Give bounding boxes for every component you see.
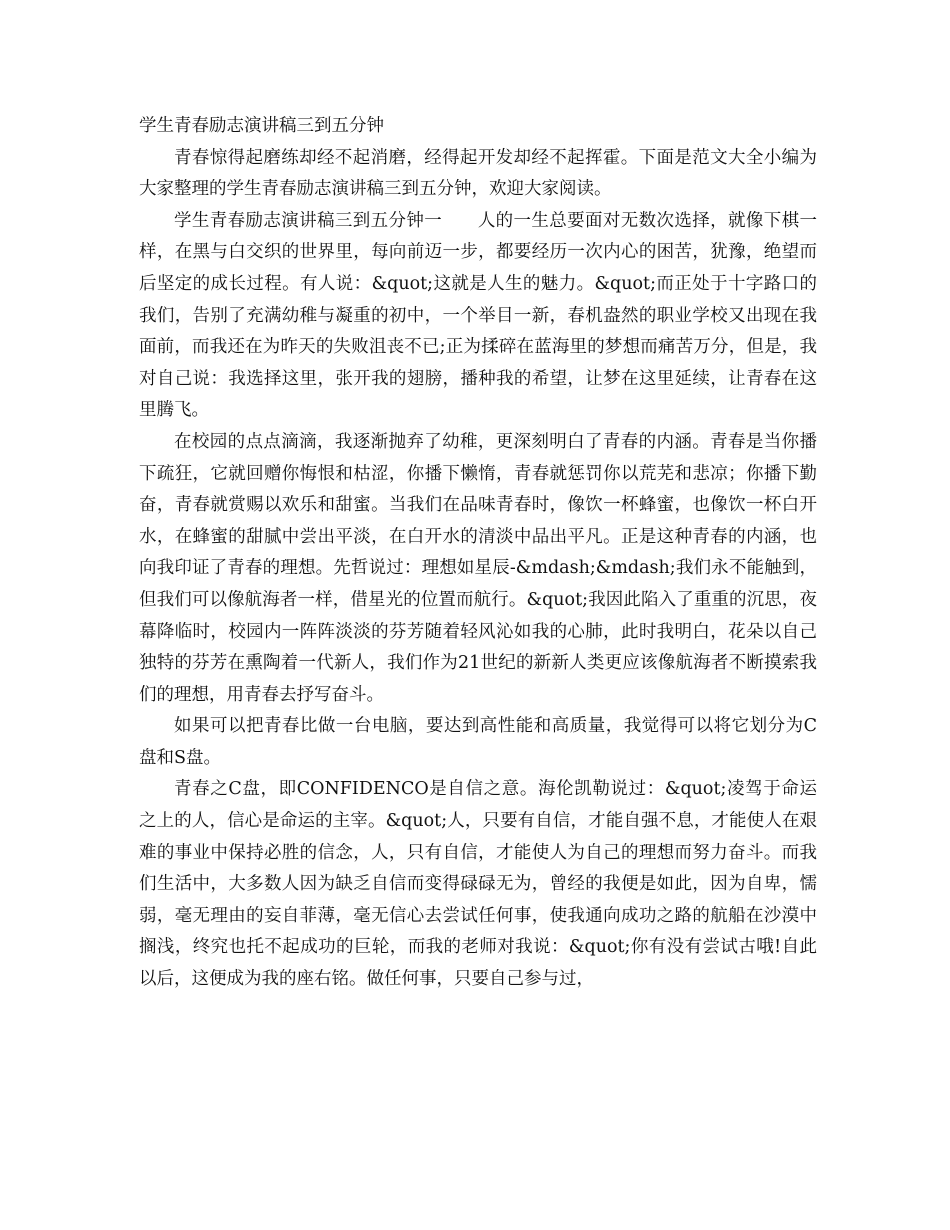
- paragraph-speech-one: 学生青春励志演讲稿三到五分钟一 人的一生总要面对无数次选择，就像下棋一样，在黑与白交织的世界里，每向前迈一步，都要经历一次内心的困苦，犹豫，绝望而后坚定的成长过程。有人说：&quot;这就是人生的魅力。&quot;而正处于十字路口的我们，告别了充满幼稚与凝重的初中，一个举目一新，春机盎然的职业学校又出现在我面前，而我还在为昨天的失败沮丧不已;正为揉碎在蓝海里的梦想而痛苦万分，但是，我对自己说：我选择这里，张开我的翅膀，播种我的希望，让梦在这里延续，让青春在这里腾飞。: [139, 210, 817, 421]
- document-title: 学生青春励志演讲稿三到五分钟: [139, 116, 384, 136]
- paragraph-computer-metaphor: 如果可以把青春比做一台电脑，要达到高性能和高质量，我觉得可以将它划分为C盘和S盘。: [139, 716, 817, 768]
- paragraph-confidence: 青春之C盘，即CONFIDENCO是自信之意。海伦凯勒说过：&quot;凌驾于命运之上的人，信心是命运的主宰。&quot;人，只要有自信，才能自强不息，才能使人在艰难的事业中保持必胜的信念，人，只有自信，才能使人为自己的理想而努力奋斗。而我们生活中，大多数人因为缺乏自信而变得碌碌无为，曾经的我便是如此，因为自卑，懦弱，毫无理由的妄自菲薄，毫无信心去尝试任何事，使我通向成功之路的航船在沙漠中搁浅，终究也托不起成功的巨轮，而我的老师对我说：&quot;你有没有尝试古哦!自此以后，这便成为我的座右铭。做任何事，只要自己参与过，: [139, 779, 817, 990]
- paragraph-campus: 在校园的点点滴滴，我逐渐抛弃了幼稚，更深刻明白了青春的内涵。青春是当你播下疏狂，它就回赠你悔恨和枯涩，你播下懒惰，青春就惩罚你以荒芜和悲凉；你播下勤奋，青春就赏赐以欢乐和甜蜜。当我们在品味青春时，像饮一杯蜂蜜，也像饮一杯白开水，在蜂蜜的甜腻中尝出平淡，在白开水的清淡中品出平凡。正是这种青春的内涵，也向我印证了青春的理想。先哲说过：理想如星辰-&mdash;&mdash;我们永不能触到，但我们可以像航海者一样，借星光的位置而航行。&quot;我因此陷入了重重的沉思，夜幕降临时，校园内一阵阵淡淡的芬芳随着轻风沁如我的心肺，此时我明白，花朵以自己独特的芬芳在熏陶着一代新人，我们作为21世纪的新新人类更应该像航海者不断摸索我们的理想，用青春去抒写奋斗。: [139, 431, 817, 705]
- document-body: [139, 111, 817, 996]
- paragraph-intro: 青春惊得起磨练却经不起消磨，经得起开发却经不起挥霍。下面是范文大全小编为大家整理的学生青春励志演讲稿三到五分钟，欢迎大家阅读。: [139, 147, 817, 200]
